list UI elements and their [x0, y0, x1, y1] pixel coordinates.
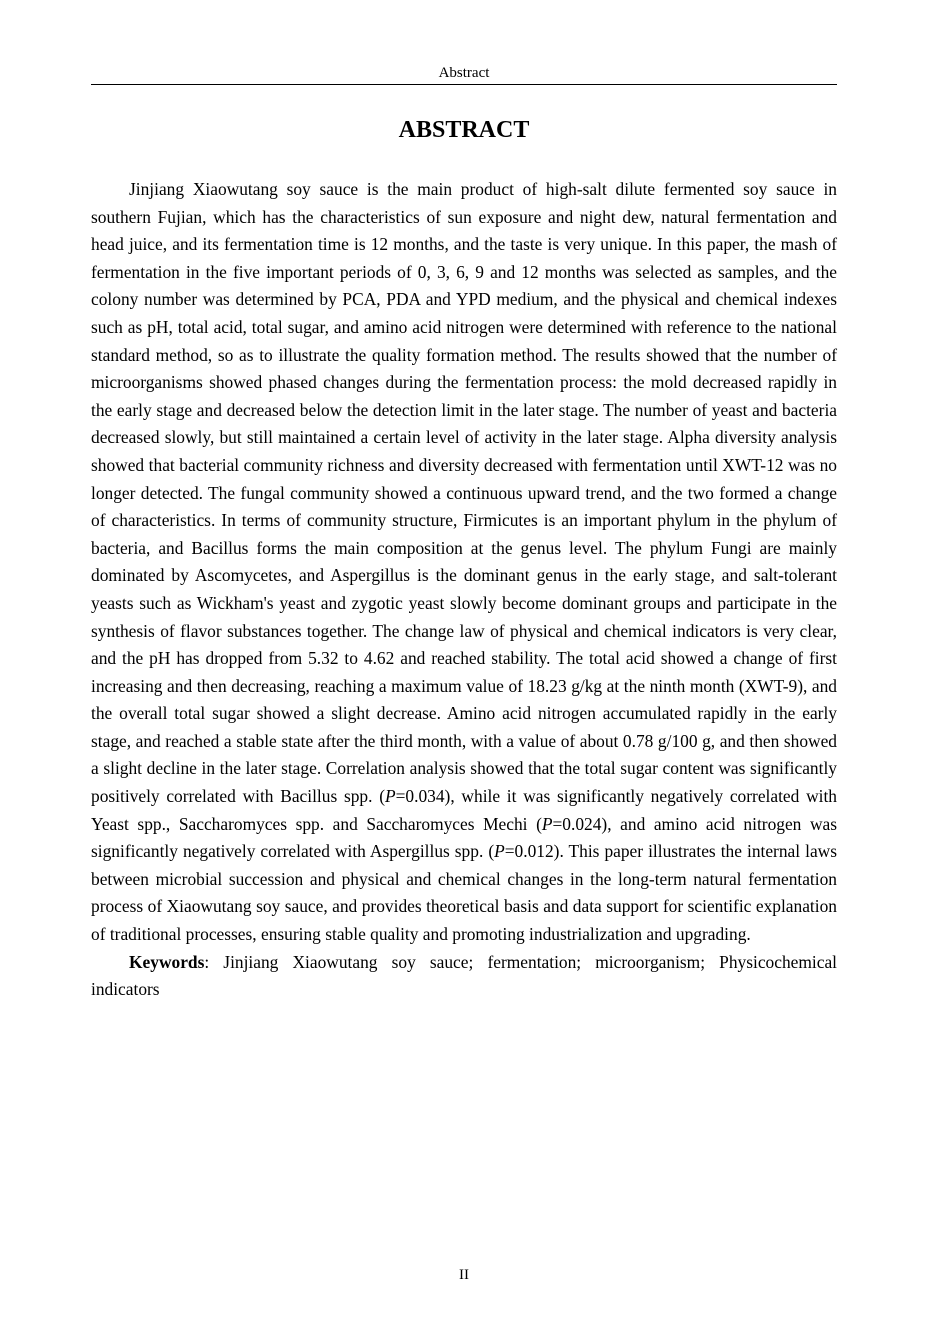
running-header: Abstract — [438, 65, 490, 81]
keywords-label: Keywords — [129, 951, 205, 972]
abstract-text-part3: =0.024), and amino acid nitrogen was significantly negatively correlated with Aspergillus spp. ( — [91, 813, 837, 862]
abstract-paragraph — [91, 176, 837, 949]
header-rule — [91, 84, 837, 85]
page-title: ABSTRACT — [398, 117, 530, 143]
abstract-text-part4: =0.012). This paper illustrates the internal laws between microbial succession and physical and chemical changes in the long-term natural fermentation process of Xiaowutang soy sauce, and provides theoretical basis and data support for scientific explanation of traditional processes, ensuring stable quality and promoting industrialization and upgrading. — [91, 841, 837, 945]
page-number: II — [459, 1267, 469, 1283]
keywords-paragraph — [91, 949, 837, 1004]
abstract-body — [91, 176, 837, 1004]
p-value-symbol: P — [494, 841, 505, 862]
keywords-text: : Jinjiang Xiaowutang soy sauce; fermentation; microorganism; Physicochemical indicators — [91, 951, 837, 1000]
p-value-symbol: P — [541, 813, 553, 834]
abstract-text-part2: =0.034), while it was significantly negatively correlated with Yeast spp., Saccharomyces spp. and Saccharomyces Mechi ( — [91, 786, 837, 834]
abstract-text-part1: Jinjiang Xiaowutang soy sauce is the main product of high-salt dilute fermented soy sauce in southern Fujian, which has the characteristics of sun exposure and night dew, natural fermentation and head juice, and its fermentation time is 12 months, and the taste is very unique. In this paper, the mash of fermentation in the five important periods of 0, 3, 6, 9 and 12 months was selected as samples, and the colony number was determined by PCA, PDA and YPD medium, and the physical and chemical indexes such as pH, total acid, total sugar, and amino acid nitrogen were determined with reference to the national standard method, so as to illustrate the quality formation method. The results showed that the number of microorganisms showed phased changes during the fermentation process: the mold decreased rapidly in the early stage and decreased below the detection limit in the later stage. The number of yeast and bacteria decreased slowly, but still maintained a certain level of activity in the later stage. Alpha diversity analysis showed that bacterial community richness and diversity decreased with fermentation until XWT-12 was no longer detected. The fungal community showed a continuous upward trend, and the two formed a change of characteristics. In terms of community structure, Firmicutes is an important phylum in the phylum of bacteria, and Bacillus forms the main composition at the genus level. The phylum Fungi are mainly dominated by Ascomycetes, and Aspergillus is the dominant genus in the early stage, and salt-tolerant yeasts such as Wickham's yeast and zygotic yeast slowly become dominant groups and participate in the synthesis of flavor substances together. The change law of physical and chemical indicators is very clear, and the pH has dropped from 5.32 to 4.62 and reached stability. The total acid showed a change of first increasing and then decreasing, reaching a maximum value of 18.23 g/kg at the ninth month (XWT-9), and the overall total sugar showed a slight decrease. Amino acid nitrogen accumulated rapidly in the early stage, and reached a stable state after the third month, with a value of about 0.78 g/100 g, and then showed a slight decline in the later stage. Correlation analysis showed that the total sugar content was significantly positively correlated with Bacillus spp. ( — [91, 179, 837, 807]
p-value-symbol: P — [385, 786, 396, 807]
